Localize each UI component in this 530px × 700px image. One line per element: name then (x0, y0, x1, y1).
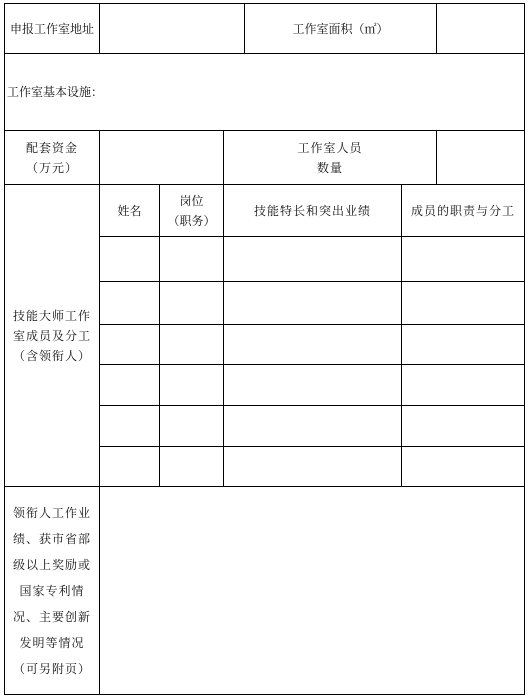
member-position-cell[interactable] (160, 325, 223, 364)
address-label: 申报工作室地址 (9, 21, 94, 36)
header-duties: 成员的职责与分工 (410, 203, 515, 218)
member-duties-cell[interactable] (402, 447, 524, 486)
header-name: 姓名 (117, 203, 142, 218)
member-skills-cell[interactable] (224, 237, 401, 281)
member-duties-cell[interactable] (402, 365, 524, 405)
funding-field[interactable] (100, 131, 223, 184)
member-name-cell[interactable] (100, 237, 159, 281)
header-position: 岗位 （职务） (167, 193, 216, 228)
facilities-field[interactable] (5, 54, 524, 130)
member-name-cell[interactable] (100, 325, 159, 364)
member-skills-cell[interactable] (224, 447, 401, 486)
member-position-cell[interactable] (160, 447, 223, 486)
members-section-label: 技能大师工作 室成员及分工 （含领衔人） (12, 308, 91, 363)
member-duties-cell[interactable] (402, 237, 524, 281)
area-label: 工作室面积（㎡） (292, 21, 389, 36)
member-skills-cell[interactable] (224, 406, 401, 446)
area-field[interactable] (437, 4, 524, 53)
staff-count-label: 工作室人员 数量 (297, 140, 363, 175)
facilities-label: 工作室基本设施： (7, 85, 104, 99)
member-name-cell[interactable] (100, 282, 159, 324)
member-duties-cell[interactable] (402, 406, 524, 446)
member-skills-cell[interactable] (224, 282, 401, 324)
member-position-cell[interactable] (160, 406, 223, 446)
staff-count-field[interactable] (437, 131, 524, 184)
member-name-cell[interactable] (100, 406, 159, 446)
member-position-cell[interactable] (160, 237, 223, 281)
address-field[interactable] (100, 4, 244, 53)
achievements-label: 领衔人工作业 绩、获市省部 级以上奖励或 国家专利情 况、主要创新 发明等情况 （可另附页） (12, 505, 91, 676)
achievements-field[interactable] (100, 487, 524, 694)
member-duties-cell[interactable] (402, 325, 524, 364)
member-skills-cell[interactable] (224, 365, 401, 405)
application-form-table (4, 3, 525, 695)
funding-label: 配套资金 （万元） (25, 140, 78, 175)
member-duties-cell[interactable] (402, 282, 524, 324)
member-position-cell[interactable] (160, 282, 223, 324)
member-name-cell[interactable] (100, 447, 159, 486)
member-skills-cell[interactable] (224, 325, 401, 364)
header-skills: 技能特长和突出业绩 (253, 203, 371, 218)
member-name-cell[interactable] (100, 365, 159, 405)
member-position-cell[interactable] (160, 365, 223, 405)
